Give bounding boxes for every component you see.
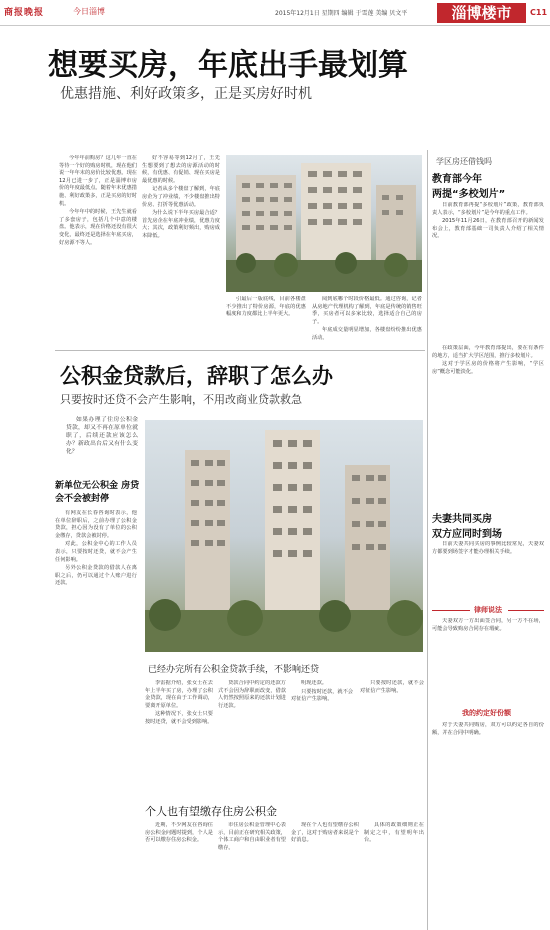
story2-col4b: 只要按时还款，就不会对征信产生影响。 xyxy=(360,680,424,694)
story2-col5: 近期，不少网友在咨询住房公积金问题时提到，个人是否可以缴存住房公积金。 xyxy=(145,822,213,844)
sidebar-heading3: 律师说法 xyxy=(474,606,502,614)
story2-col6: 市住房公积金管理中心表示，目前正在研究相关政策，个体工商户和自由职业者有望缴存。 xyxy=(218,822,286,851)
story2-col1: 有网友在长春咨询时表示，他在单位辞职后，之前办理了公积金贷款，担心因为没有了单位的公积金缴存，贷款会被封停。 对此，公积金中心的工作人员表示，只要按时还贷，就不会产生任何影响。 另外公积金贷款的借款人在离职之后，仍可以通过个人账户进行还款。 xyxy=(55,510,137,587)
issue-line: 2015年12月1日 星期四 编辑 于雪莲 美编 贝文平 xyxy=(275,10,408,17)
page-header xyxy=(0,0,550,26)
sidebar-col5: 对于夫妻共同购房，双方可以约定各自的份额，并在合同中明确。 xyxy=(432,722,544,736)
story2-intro: 如果办理了住房公积金贷款，却又不再在原单位就职了，后续还款应该怎么办？新政出台后又有什么变化？ xyxy=(66,417,138,455)
story2-col7: 现在个人也有望缴存公积金了，这对于购房者来说是个好消息。 xyxy=(291,822,359,844)
sidebar-col3: 日前夫妻共同买房的事例比较常见，夫妻双方都要到场签字才能办理相关手续。 xyxy=(432,541,544,555)
divider-left xyxy=(432,610,470,611)
sidebar-heading4: 我的约定好份额 xyxy=(462,709,511,717)
story2-col3: 贷款合同中约定的还款方式不会因为辞职而改变，借款人仍然按照原来的还款计划进行还款。 xyxy=(218,680,286,709)
story1-title: 想要买房，年底出手最划算 xyxy=(48,48,408,83)
sidebar-heading1-line2: 两提“多校划片” xyxy=(432,189,506,200)
story1-col3: 引最后一版底线，目前各楼盘不少推出了特价房源，年底的优惠幅度和力度都比上半年更大。 xyxy=(226,296,306,318)
tower-photo xyxy=(145,420,423,652)
divider-right xyxy=(508,610,544,611)
sidebar-col2: 在政策层面，今年教育部提出，要在有条件的地方，适当扩大学区范围，推行多校划片。 这对于学区房的价格将产生影响，“学区房”概念可能淡化。 xyxy=(432,345,544,375)
sidebar-heading2-line1: 夫妻共同买房 xyxy=(432,514,492,525)
tower-illustration xyxy=(145,420,423,652)
building-photo xyxy=(226,155,422,292)
section-tag: 今日淄博 xyxy=(73,7,105,16)
newspaper-logo: 商报晚报 xyxy=(4,8,45,18)
story1-col4: 阅到底哪个时段价格最低。通过咨询，记者从房地产代理机构了解到，年底是传统的销售旺季，买房者可以多家比较，选择适合自己的房子。 年底成交量明显增加，各楼盘纷纷推出优惠活动。 xyxy=(312,296,422,341)
story2-col8: 具体的政策细则正在制定之中，有望明年出台。 xyxy=(364,822,424,844)
story2-heading1: 新单位无公积金 房贷会不会被封停 xyxy=(55,481,140,504)
sidebar-heading1-kicker: 学区房还借钱吗 xyxy=(436,157,492,166)
sidebar-heading2-line2: 双方应同时到场 xyxy=(432,529,502,540)
building-illustration xyxy=(226,155,422,292)
story2-title: 公积金贷款后，辞职了怎么办 xyxy=(60,364,333,388)
section-banner: 淄博楼市 xyxy=(437,3,526,23)
story1-col2: 好不容易等到12月了，王先生想要到了想去的房源活动的时候，有优惠、有促销、现在买房是最优惠的时候。 记者从多个楼盘了解到，年底房企为了冲业绩，不少楼盘推出特价房、打折等优惠活动。 为什么说下半年买房最合适？首先房企在年底冲业绩，优惠力度大；其次，政策利好频出，购房成本降低。 xyxy=(142,155,220,239)
story2-subtitle: 只要按时还贷不会产生影响，不用改商业贷款救急 xyxy=(60,393,302,406)
story2-photo-caption: 已经办完所有公积金贷款手续，不影响还贷 xyxy=(148,665,320,675)
story2-heading2: 个人也有望缴存住房公积金 xyxy=(145,805,277,818)
story2-col4: 明现还款。 只要按时还款，就不会对征信产生影响。 xyxy=(291,680,353,703)
sidebar-col1: 日前教育部再提“多校划片”政策，教育部负责人表示，“多校划片”是今年的重点工作。 2015年11月26日，在教育部召开的新闻发布会上，教育部基础一司负责人介绍了相关情况。 xyxy=(432,202,544,240)
sidebar-col4: 夫妻双方一方出面签合同，另一方不在场，可能会导致购房合同存在瑕疵。 xyxy=(432,618,544,632)
page-number: C11 xyxy=(530,8,548,17)
divider xyxy=(55,350,425,351)
story1-subtitle: 优惠措施、利好政策多，正是买房好时机 xyxy=(60,86,312,102)
sidebar-heading1-line1: 教育部今年 xyxy=(432,174,482,185)
story1-col1: 今年年前购房？这几年一直在等待一个好的购房时机，现在他们说一年年末的房价比较优惠。现在12月已进一步了，正是淄博市房价的年度最低点。随着年末优惠措施、利好政策多，正是买房的好时机。 今年年中的时候，王先生就看了多套房子，包括几个中意的楼盘。他表示，现在价格还没有很大变化，最终还是选择在年底买房，好房源不等人。 xyxy=(59,155,137,246)
sidebar-divider xyxy=(427,150,428,930)
story2-col2: 李雷据介绍，张女士在去年上半年买了房，办理了公积金贷款，现在由于工作调动，要离开原单位。 这种情况下，张女士只要按时还贷，就不会受到影响。 xyxy=(145,680,213,725)
